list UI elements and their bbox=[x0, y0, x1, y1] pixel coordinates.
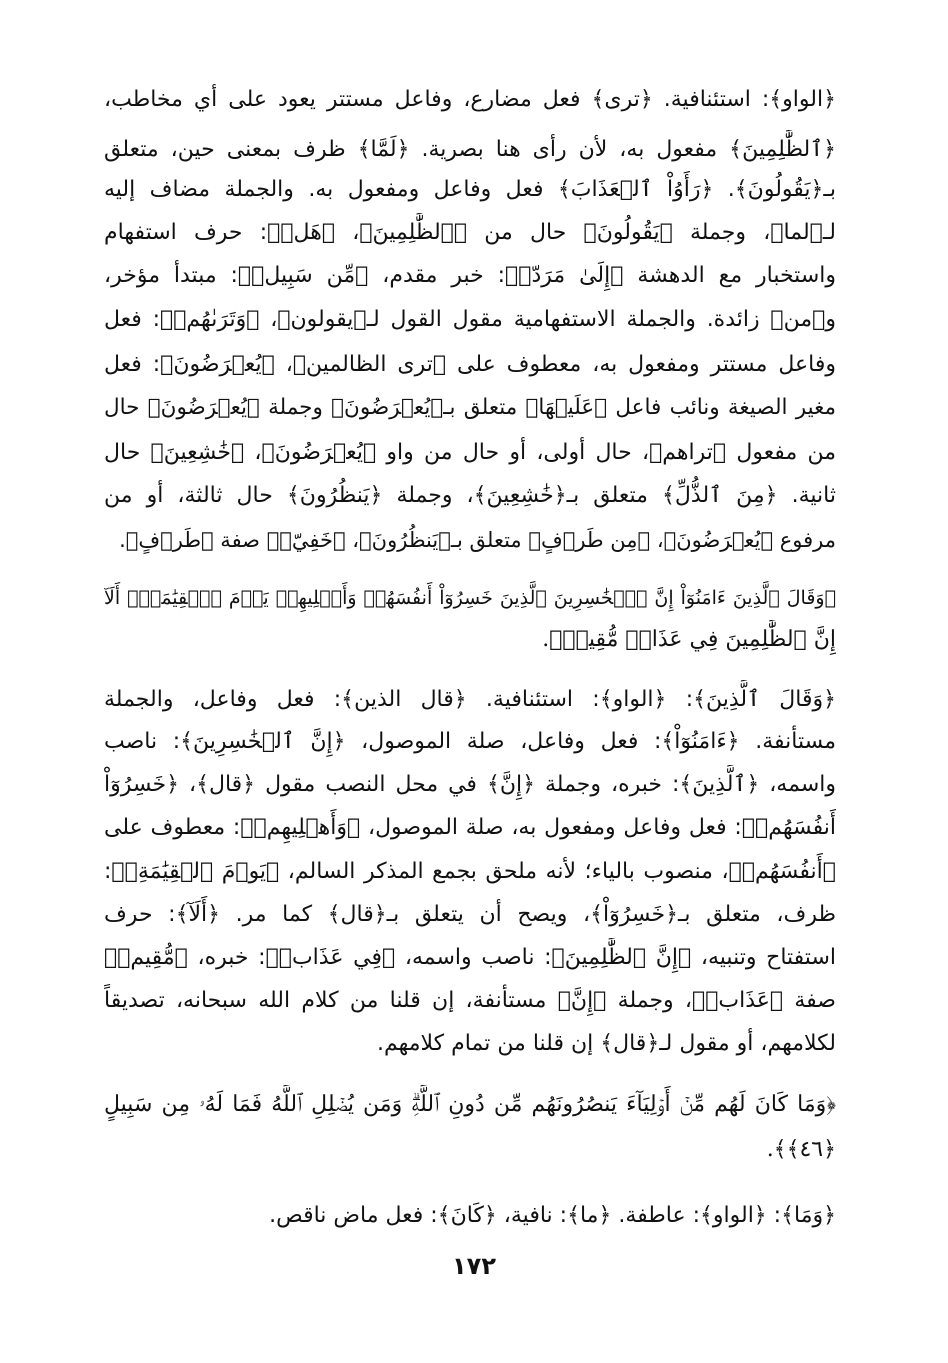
commentary-line: ظرف، متعلق بـ﴿خَسِرُوٓاْ﴾، ويصح أن يتعلق بـ﴿قال﴾ كما مر. ﴿أَلَآ﴾: حرف bbox=[104, 902, 836, 927]
commentary-line: ﴿وَقَالَ ٱلَّذِينَ﴾: ﴿الواو﴾: استئنافية. ﴿قال الذين﴾: فعل وفاعل، والجملة bbox=[104, 687, 836, 712]
commentary-line: من مفعول ﴿تراهم﴾، حال أولى، أو حال من واو ﴿يُعۡرَضُونَ﴾، ﴿خَٰشِعِينَ﴾ حال bbox=[104, 440, 836, 465]
commentary-line: مرفوع ﴿يُعۡرَضُونَ﴾، ﴿مِن طَرۡفٍ﴾ متعلق بـ﴿يَنظُرُونَ﴾، ﴿خَفِيّٖ﴾ صفة ﴿طَرۡفٍ﴾. bbox=[119, 528, 836, 552]
page-number: ١٧٢ bbox=[452, 1252, 496, 1280]
commentary-line: استفتاح وتنبيه، ﴿إِنَّ ٱلظَّٰلِمِينَ﴾: ناصب واسمه، ﴿فِي عَذَابٖ﴾: خبره، ﴿مُّقِيمٖ﴾ bbox=[104, 945, 836, 970]
commentary-line: لـ﴿لما﴾، وجملة ﴿يَقُولُونَ﴾ حال من ﴿ٱلظَّٰلِمِينَ﴾، ﴿هَلۡ﴾: حرف استفهام bbox=[104, 220, 836, 245]
commentary-line: مغير الصيغة ونائب فاعل ﴿عَلَيۡهَا﴾ متعلق بـ﴿يُعۡرَضُونَ﴾ وجملة ﴿يُعۡرَضُونَ﴾ حال bbox=[104, 395, 836, 420]
commentary-line: ثانية. ﴿مِنَ ٱلذُّلِّ﴾ متعلق بـ﴿خَٰشِعِينَ﴾، وجملة ﴿يَنظُرُونَ﴾ حال ثالثة، أو من bbox=[104, 483, 836, 508]
commentary-line: صفة ﴿عَذَابٖ﴾، وجملة ﴿إِنَّ﴾ مستأنفة، إن قلنا من كلام الله سبحانه، تصديقاً bbox=[104, 988, 836, 1013]
commentary-line: ﴿وَمَا﴾: ﴿الواو﴾: عاطفة. ﴿ما﴾: نافية، ﴿كَانَ﴾: فعل ماض ناقص. bbox=[269, 1203, 836, 1228]
commentary-line: وفاعل مستتر ومفعول به، معطوف على ﴿ترى الظالمين﴾، ﴿يُعۡرَضُونَ﴾: فعل bbox=[104, 352, 836, 377]
commentary-line: ﴿ٱلظَّٰلِمِينَ﴾ مفعول به، لأن رأى هنا بصرية. ﴿لَمَّا﴾ ظرف بمعنى حين، متعلق bbox=[104, 137, 836, 162]
commentary-line: لكلامهم، أو مقول لـ﴿قال﴾ إن قلنا من تمام كلامهم. bbox=[377, 1031, 836, 1056]
commentary-line: بـ﴿يَقُولُونَ﴾. ﴿رَأَوُاْ ٱلۡعَذَابَ﴾ فعل وفاعل ومفعول به. والجملة مضاف إليه bbox=[104, 177, 836, 202]
quran-verse-line: ﴿وَقَالَ ٱلَّذِينَ ءَامَنُوٓاْ إِنَّ ٱلۡخَٰسِرِينَ ٱلَّذِينَ خَسِرُوٓاْ أَنفُسَهُمۡ وَأَهۡلِيهِمۡ يَوۡمَ ٱلۡقِيَٰمَةِۗ أَلَآ bbox=[104, 587, 836, 609]
commentary-line: مستأنفة. ﴿ءَامَنُوٓاْ﴾: فعل وفاعل، صلة الموصول، ﴿إِنَّ ٱلۡخَٰسِرِينَ﴾: ناصب bbox=[104, 729, 836, 754]
commentary-line: ﴿الواو﴾: استئنافية. ﴿ترى﴾ فعل مضارع، وفاعل مستتر يعود على أي مخاطب، bbox=[104, 87, 836, 112]
commentary-line: واستخبار مع الدهشة ﴿إِلَىٰ مَرَدّٖ﴾: خبر مقدم، ﴿مِّن سَبِيلٖ﴾: مبتدأ مؤخر، bbox=[104, 263, 836, 288]
commentary-line: و﴿من﴾ زائدة. والجملة الاستفهامية مقول القول لـ﴿يقولون﴾، ﴿وَتَرَىٰهُمۡ﴾: فعل bbox=[104, 307, 836, 332]
quran-verse-line: إِنَّ ٱلظَّٰلِمِينَ فِي عَذَابٖ مُّقِيمٖ﴾. bbox=[542, 627, 836, 652]
quran-verse-line: ﴿٤٦﴾﴾. bbox=[766, 1137, 836, 1162]
commentary-line: واسمه، ﴿ٱلَّذِينَ﴾: خبره، وجملة ﴿إِنَّ﴾ في محل النصب مقول ﴿قال﴾، ﴿خَسِرُوٓاْ bbox=[104, 772, 836, 797]
commentary-line: أَنفُسَهُمۡ﴾: فعل وفاعل ومفعول به، صلة الموصول، ﴿وَأَهۡلِيهِمۡ﴾: معطوف على bbox=[104, 815, 836, 840]
quran-verse-line: ﴿وَمَا كَانَ لَهُم مِّنۡ أَوۡلِيَآءَ يَنصُرُونَهُم مِّن دُونِ ٱللَّهِۗ وَمَن يُضۡلِلِ ٱللَّهُ فَمَا لَهُۥ مِن سَبِيلٍ bbox=[104, 1092, 836, 1117]
commentary-line: ﴿أَنفُسَهُمۡ﴾، منصوب بالياء؛ لأنه ملحق بجمع المذكر السالم، ﴿يَوۡمَ ٱلۡقِيَٰمَةِۗ﴾: bbox=[104, 859, 836, 884]
